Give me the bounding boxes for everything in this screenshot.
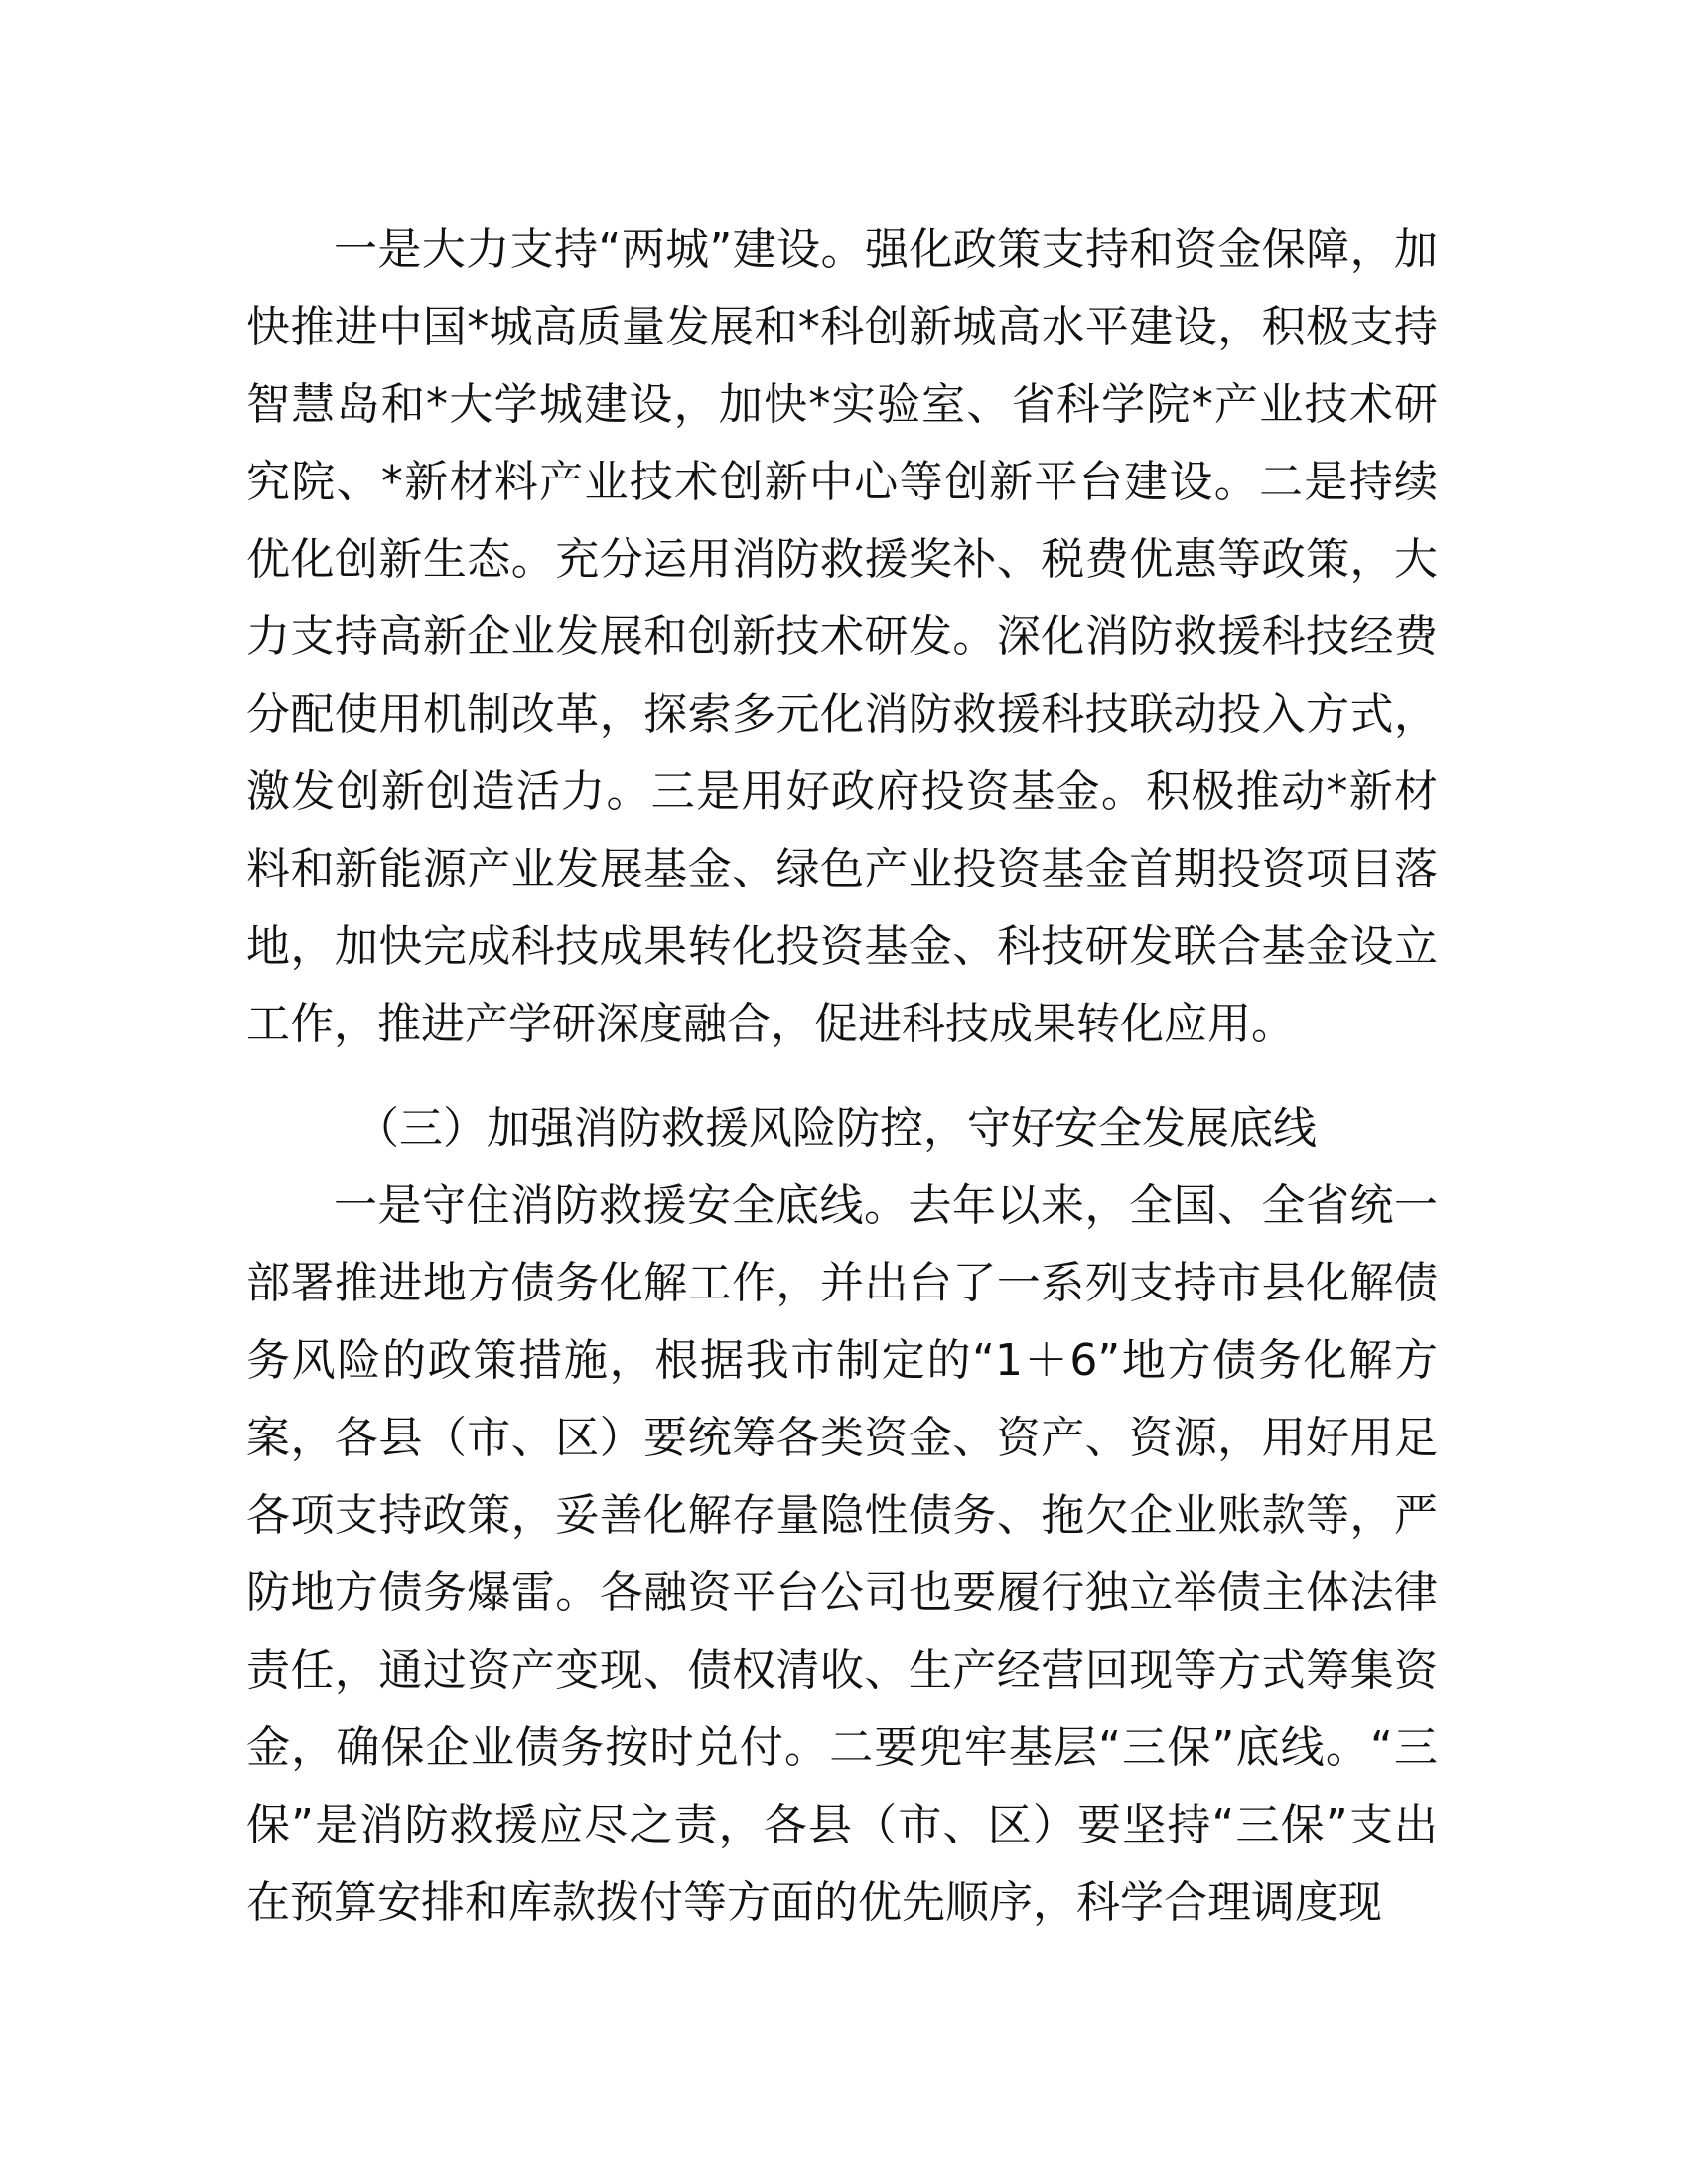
body-text-section-1 [246, 211, 1438, 1063]
section-heading-risk-control: （三）加强消防救援风险防控，守好安全发展底线 [355, 1103, 1317, 1154]
paragraph-innovation-support: 一是大力支持“两城”建设。强化政策支持和资金保障，加快推进中国*城高质量发展和*科创新城高水平建设，积极支持智慧岛和*大学城建设，加快*实验室、省科学院*产业技术研究院、*新材料产业技术创新中心等创新平台建设。二是持续优化创新生态。充分运用消防救援奖补、税费优惠等政策，大力支持高新企业发展和创新技术研发。深化消防救援科技经费分配使用机制改革，探索多元化消防救援科技联动投入方式，激发创新创造活力。三是用好政府投资基金。积极推动*新材料和新能源产业发展基金、绿色产业投资基金首期投资项目落地，加快完成科技成果转化投资基金、科技研发联合基金设立工作，推进产学研深度融合，促进科技成果转化应用。 [246, 224, 1438, 1049]
paragraph-safety-bottom-line: 一是守住消防救援安全底线。去年以来，全国、全省统一部署推进地方债务化解工作，并出台了一系列支持市县化解债务风险的政策措施，根据我市制定的“1＋6”地方债务化解方案，各县（市、区）要统筹各类资金、资产、资源，用好用足各项支持政策，妥善化解存量隐性债务、拖欠企业账款等，严防地方债务爆雷。各融资平台公司也要履行独立举债主体法律责任，通过资产变现、债权清收、生产经营回现等方式筹集资金，确保企业债务按时兑付。二要兜牢基层“三保”底线。“三保”是消防救援应尽之责，各县（市、区）要坚持“三保”支出在预算安排和库款拨付等方面的优先顺序，科学合理调度现 [246, 1180, 1438, 1928]
body-text-section-2 [246, 1167, 1438, 1942]
section-heading-block [246, 1090, 1438, 1167]
